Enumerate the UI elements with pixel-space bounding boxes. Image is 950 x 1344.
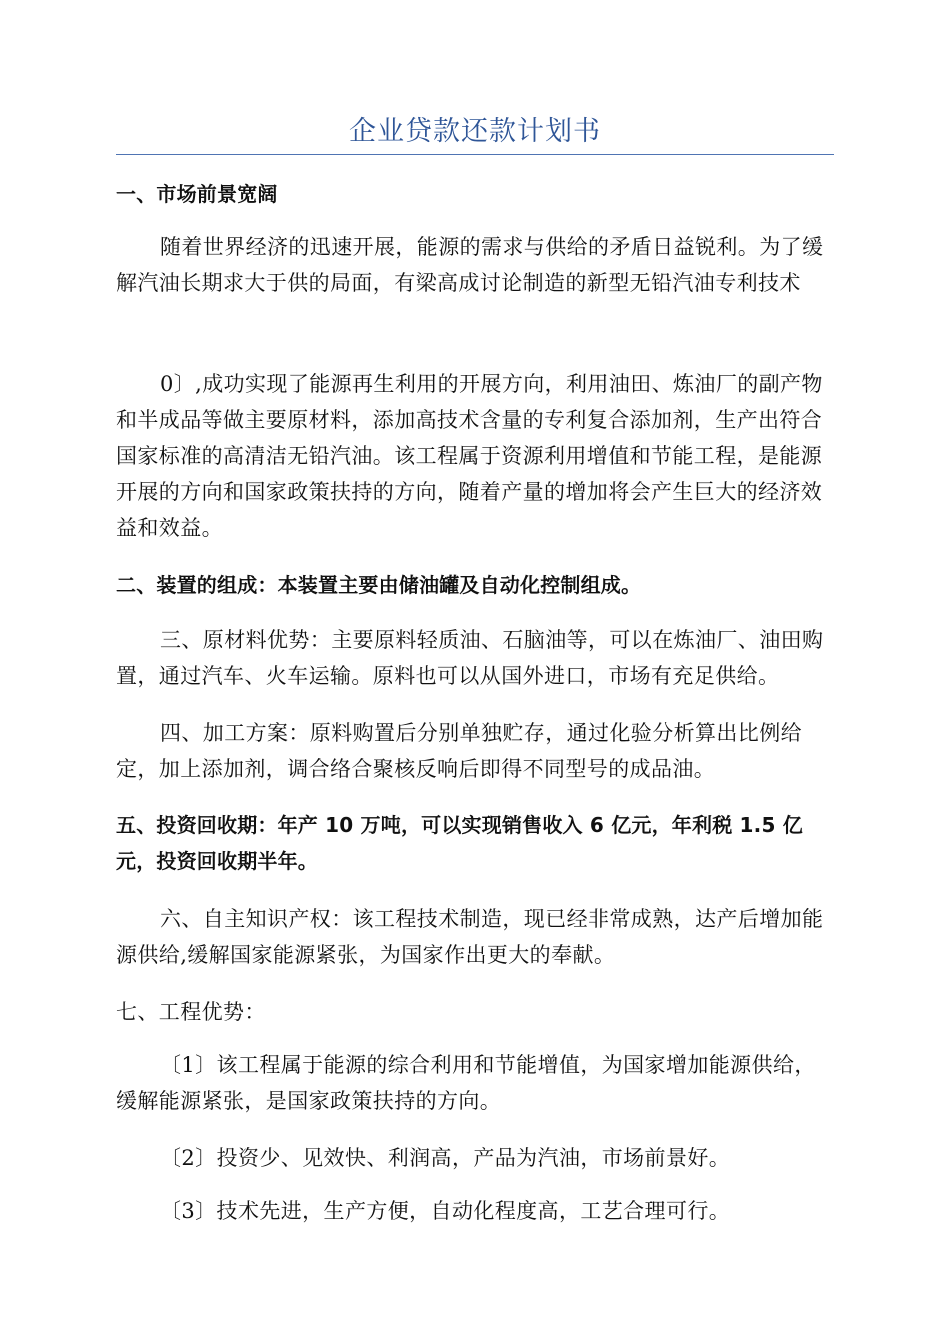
paragraph-raw-materials: 三、原材料优势：主要原料轻质油、石脑油等，可以在炼油厂、油田购置，通过汽车、火车运输。原料也可以从国外进口，市场有充足供给。 [116,628,824,688]
paragraph-ip: 六、自主知识产权：该工程技术制造，现已经非常成熟，达产后增加能源供给,缓解国家能源紧张，为国家作出更大的奉献。 [116,907,824,967]
paragraph-market-intro: 随着世界经济的迅速开展，能源的需求与供给的矛盾日益锐利。为了缓解汽油长期求大于供的局面，有梁高成讨论制造的新型无铅汽油专利技术 [116,235,824,295]
section-heading-market: 一、市场前景宽阔 [116,182,278,206]
document-title: 企业贷款还款计划书 [349,116,601,147]
section-heading-advantages: 七、工程优势： [116,1000,266,1024]
section-heading-equipment: 二、装置的组成：本装置主要由储油罐及自动化控制组成。 [116,573,642,597]
paragraph-processing: 四、加工方案：原料购置后分别单独贮存，通过化验分析算出比例给定，加上添加剂，调合络合聚核反响后即得不同型号的成品油。 [116,721,802,781]
paragraph-market-detail: 0〕,成功实现了能源再生利用的开展方向，利用油田、炼油厂的副产物和半成品等做主要原材料，添加高技术含量的专利复合添加剂，生产出符合国家标准的高清洁无铅汽油。该工程属于资源利用增值和节能工程，是能源开展的方向和国家政策扶持的方向，随着产量的增加将会产生巨大的经济效益和效益。 [116,372,823,540]
list-item-advantage-1: 〔1〕该工程属于能源的综合利用和节能增值，为国家增加能源供给，缓解能源紧张，是国家政策扶持的方向。 [116,1053,816,1113]
section-heading-payback: 五、投资回收期：年产 10 万吨，可以实现销售收入 6 亿元，年利税 1.5 亿元，投资回收期半年。 [116,813,803,873]
list-item-advantage-2: 〔2〕投资少、见效快、利润高，产品为汽油，市场前景好。 [160,1146,731,1170]
title-underline [116,154,834,155]
list-item-advantage-3: 〔3〕技术先进，生产方便，自动化程度高，工艺合理可行。 [160,1199,731,1223]
